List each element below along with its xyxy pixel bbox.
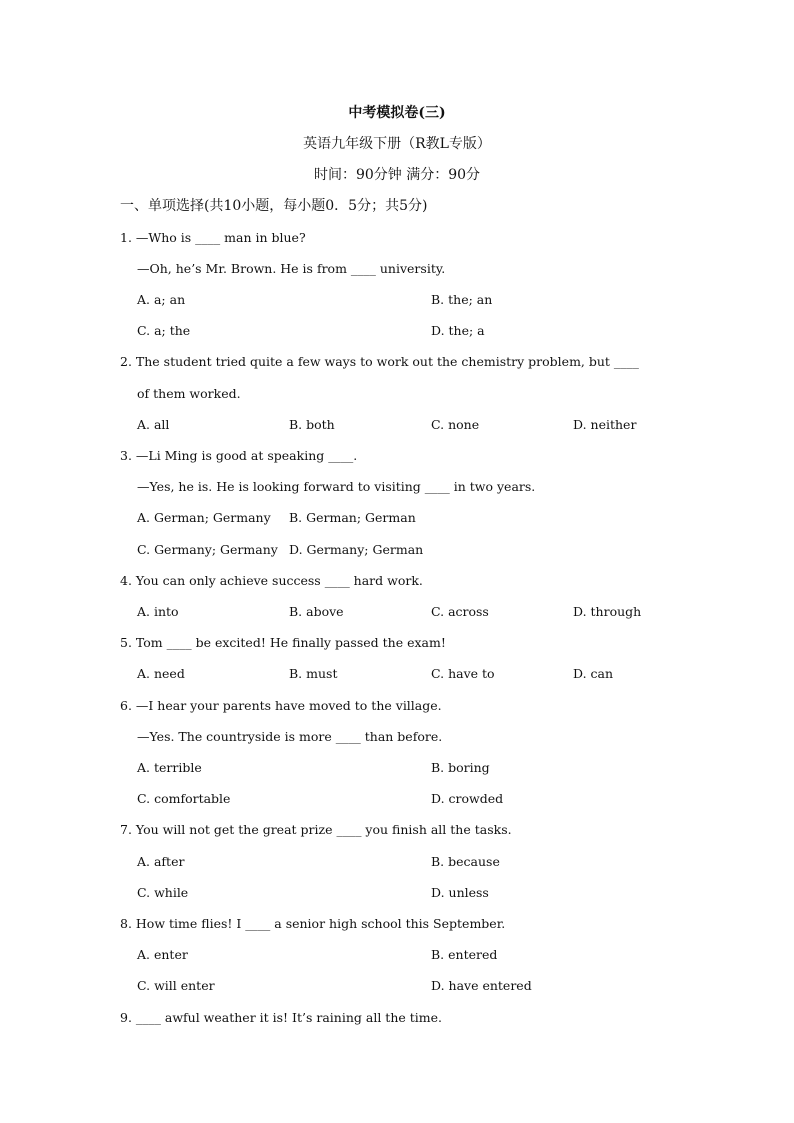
question-1-option-a: A. a; an	[137, 292, 186, 307]
exam-title: 中考模拟卷(三)	[348, 105, 446, 121]
question-4-stem: 4. You can only achieve success ____ hard work.	[120, 573, 423, 588]
question-7-option-a: A. after	[137, 854, 185, 869]
question-1-line-2: —Oh, he’s Mr. Brown. He is from ____ university.	[137, 261, 446, 276]
question-2-option-d: D. neither	[573, 417, 637, 432]
question-6-stem: 6. —I hear your parents have moved to the village.	[120, 698, 442, 713]
question-6-option-d: D. crowded	[431, 791, 504, 806]
question-7-option-b: B. because	[431, 854, 500, 869]
question-3-option-c: C. Germany; Germany	[137, 542, 278, 557]
question-7-stem: 7. You will not get the great prize ____ you finish all the tasks.	[120, 822, 512, 837]
question-3-line-2: —Yes, he is. He is looking forward to visiting ____ in two years.	[137, 479, 536, 494]
question-6-option-c: C. comfortable	[137, 791, 231, 806]
question-7-option-c: C. while	[137, 885, 189, 900]
question-6-line-2: —Yes. The countryside is more ____ than before.	[137, 729, 443, 744]
question-1-option-b: B. the; an	[431, 292, 493, 307]
section-heading: 一、单项选择(共10小题，每小题0．5分；共5分)	[120, 198, 428, 214]
question-7-option-d: D. unless	[431, 885, 489, 900]
question-8-option-d: D. have entered	[431, 978, 532, 993]
question-2-option-c: C. none	[431, 417, 480, 432]
question-1-option-c: C. a; the	[137, 323, 191, 338]
question-5-option-c: C. have to	[431, 666, 495, 681]
question-2-stem: 2. The student tried quite a few ways to work out the chemistry problem, but ____	[120, 354, 639, 369]
question-3-option-d: D. Germany; German	[289, 542, 424, 557]
question-2-line-2: of them worked.	[137, 386, 241, 401]
question-8-option-c: C. will enter	[137, 978, 215, 993]
question-1-stem: 1. —Who is ____ man in blue?	[120, 230, 306, 245]
question-5-stem: 5. Tom ____ be excited! He finally passed the exam!	[120, 635, 446, 650]
question-5-option-b: B. must	[289, 666, 338, 681]
question-8-stem: 8. How time flies! I ____ a senior high school this September.	[120, 916, 506, 931]
question-1-option-d: D. the; a	[431, 323, 485, 338]
question-4-option-d: D. through	[573, 604, 642, 619]
question-5-option-d: D. can	[573, 666, 614, 681]
question-6-option-b: B. boring	[431, 760, 490, 775]
question-6-option-a: A. terrible	[137, 760, 202, 775]
question-2-option-a: A. all	[137, 417, 170, 432]
question-4-option-c: C. across	[431, 604, 489, 619]
question-8-option-a: A. enter	[137, 947, 188, 962]
question-8-option-b: B. entered	[431, 947, 498, 962]
question-4-option-a: A. into	[137, 604, 179, 619]
question-5-option-a: A. need	[137, 666, 185, 681]
question-3-option-a: A. German; Germany	[137, 510, 271, 525]
question-2-option-b: B. both	[289, 417, 335, 432]
question-4-option-b: B. above	[289, 604, 344, 619]
question-3-option-b: B. German; German	[289, 510, 416, 525]
question-9-stem: 9. ____ awful weather it is! It’s raining all the time.	[120, 1010, 442, 1025]
exam-time-info: 时间：90分钟 满分：90分	[313, 167, 481, 183]
question-3-stem: 3. —Li Ming is good at speaking ____.	[120, 448, 358, 463]
exam-subtitle: 英语九年级下册（R教L专版）	[303, 136, 491, 152]
